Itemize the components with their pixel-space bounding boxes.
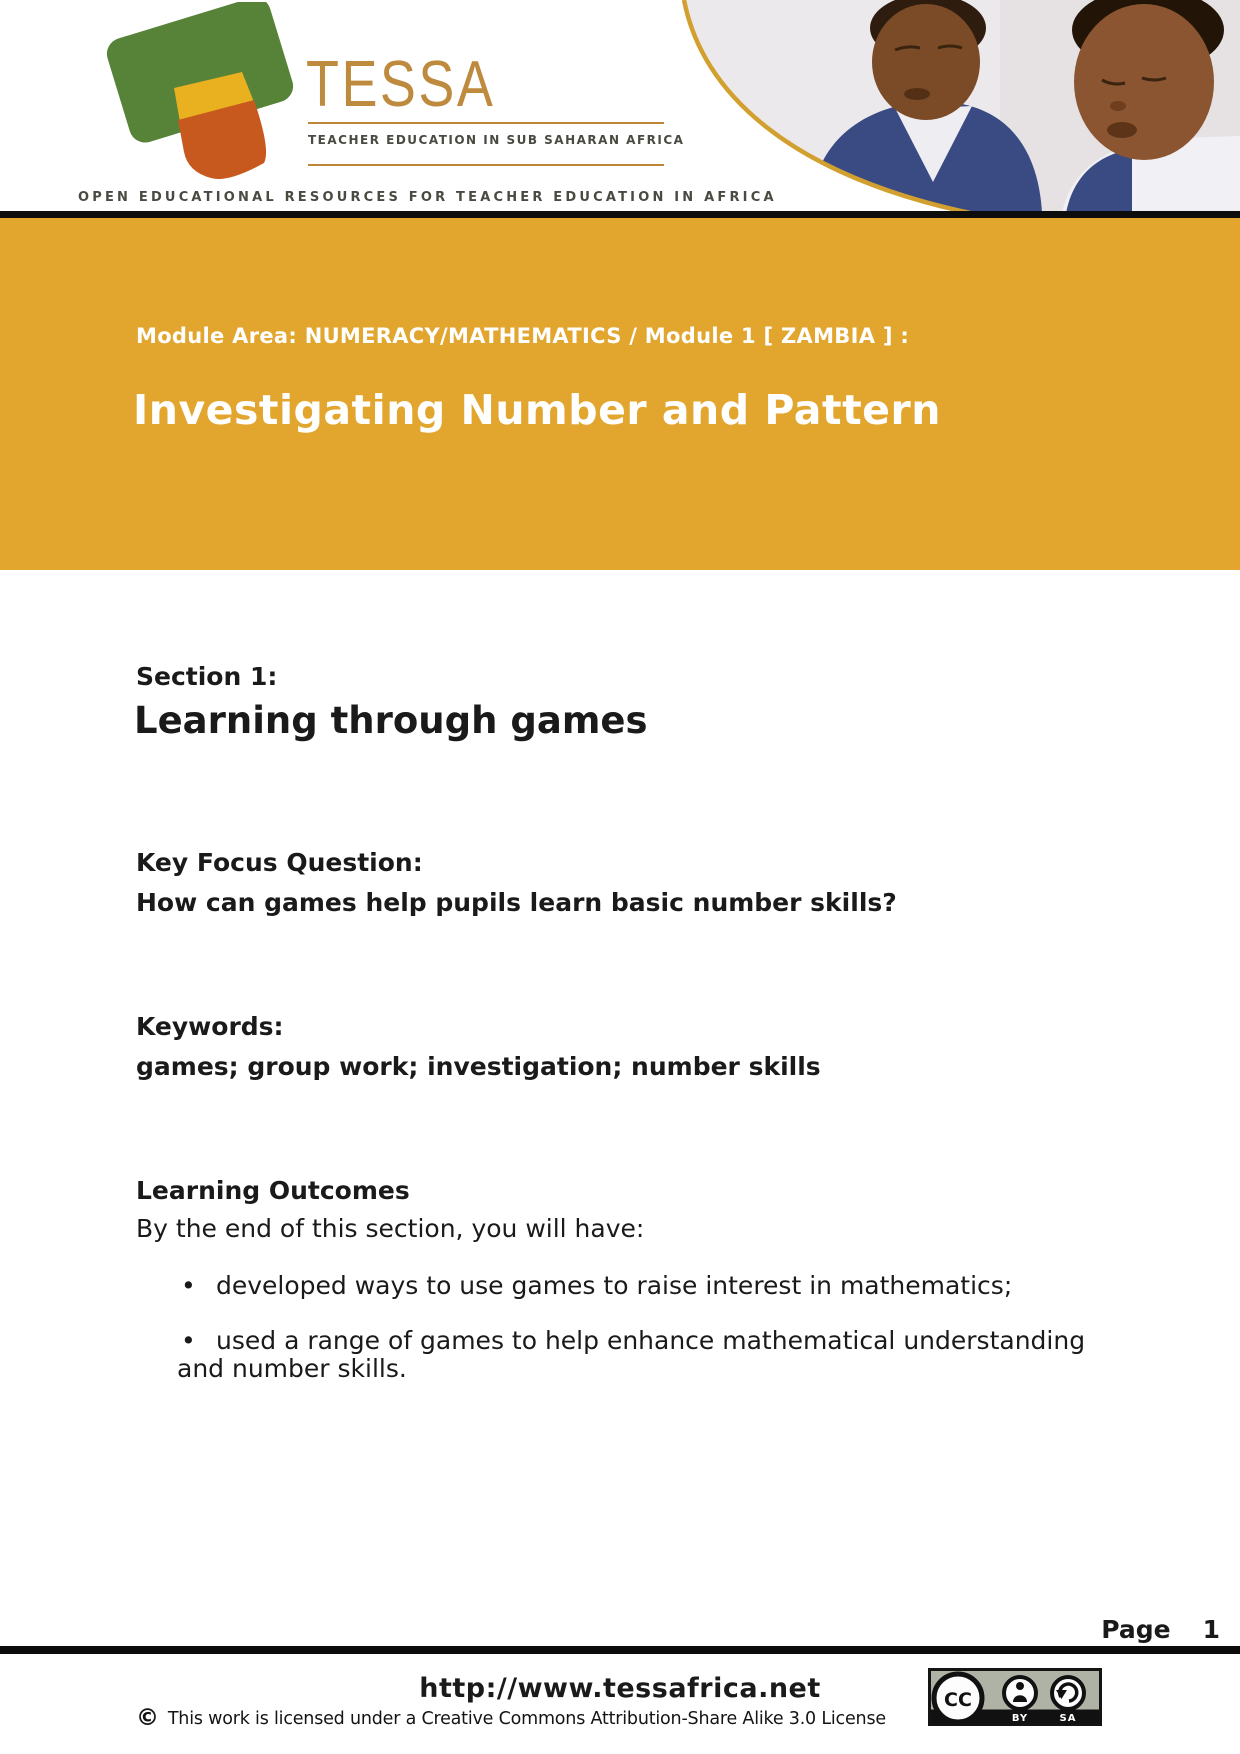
module-area-breadcrumb: Module Area: NUMERACY/MATHEMATICS / Module 1 [ ZAMBIA ] : [136, 324, 910, 348]
license-text: This work is licensed under a Creative Commons Attribution-Share Alike 3.0 License [167, 1708, 886, 1729]
brand-wordmark: TESSA [306, 47, 496, 120]
module-title: Investigating Number and Pattern [133, 386, 941, 434]
module-banner [0, 218, 1240, 570]
footer-divider [0, 1646, 1240, 1654]
learning-outcomes-heading: Learning Outcomes [136, 1176, 410, 1205]
key-focus-question: How can games help pupils learn basic number skills? [136, 888, 897, 917]
header-photo [670, 0, 1240, 213]
key-focus-heading: Key Focus Question: [136, 848, 423, 877]
copyright-icon: © [136, 1705, 159, 1731]
cc-license-badge[interactable] [928, 1668, 1102, 1740]
outcome-bullet-1-text: developed ways to use games to raise interest in mathematics; [216, 1271, 1013, 1300]
learning-outcomes-intro: By the end of this section, you will have: [136, 1214, 645, 1243]
page-number [1101, 1615, 1220, 1644]
page-number-value: 1 [1202, 1615, 1220, 1644]
outcome-bullet-2-text-line2: and number skills. [177, 1354, 407, 1383]
cc-logo-icon [934, 1674, 982, 1722]
bullet-icon: • [181, 1271, 196, 1300]
outcome-bullet-1 [177, 1271, 1012, 1300]
brand-rule-top [308, 122, 664, 124]
license-line [136, 1707, 886, 1730]
header-subtagline: OPEN EDUCATIONAL RESOURCES FOR TEACHER EDUCATION IN AFRICA [78, 190, 777, 205]
bullet-icon: • [181, 1326, 196, 1355]
tessa-logo-tree [103, 2, 296, 179]
section-title: Learning through games [134, 699, 648, 742]
tessa-logo [96, 2, 296, 184]
keywords-heading: Keywords: [136, 1012, 284, 1041]
svg-text:CC: CC [944, 1689, 972, 1711]
brand-tagline: TEACHER EDUCATION IN SUB SAHARAN AFRICA [308, 133, 685, 147]
cc-by-label: BY [1011, 1713, 1029, 1724]
keywords-list: games; group work; investigation; number skills [136, 1052, 821, 1081]
section-label: Section 1: [136, 662, 278, 691]
photo-students [670, 0, 1240, 213]
header-divider [0, 211, 1240, 218]
outcome-bullet-2 [177, 1326, 1085, 1355]
student-left-face [872, 4, 980, 120]
student-right-face [1074, 4, 1214, 160]
site-url-link[interactable]: http://www.tessafrica.net [419, 1673, 821, 1704]
attribution-person-icon [1004, 1677, 1036, 1709]
page-label: Page [1101, 1615, 1171, 1644]
cc-sa-label: SA [1059, 1713, 1077, 1724]
outcome-bullet-2-text-line1: used a range of games to help enhance mathematical understanding [216, 1326, 1086, 1355]
brand-rule-bottom [308, 164, 664, 166]
share-alike-icon [1052, 1677, 1084, 1709]
